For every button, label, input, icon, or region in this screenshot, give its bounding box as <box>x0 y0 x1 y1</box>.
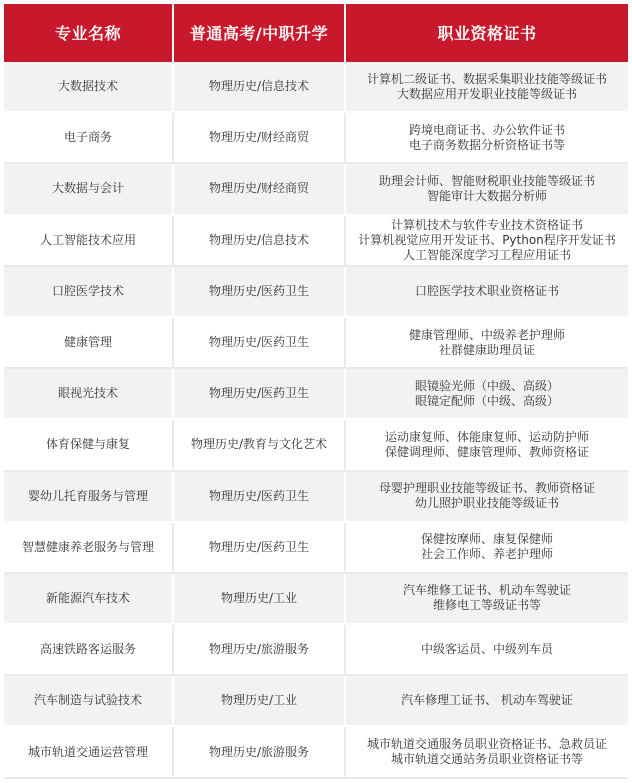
cert-line: 城市轨道交通服务员职业资格证书、急救员证 <box>366 737 607 752</box>
cert-line: 计算机二级证书、数据采集职业技能等级证书 <box>366 71 607 86</box>
table-cell-track: 物理历史/医药卫生 <box>174 267 346 318</box>
header-major: 专业名称 <box>4 4 174 62</box>
cert-line: 维修电工等级证书等 <box>432 598 541 613</box>
cert-line: 保健调理师、健康管理师、教师资格证 <box>384 444 589 459</box>
table-cell-track: 物理历史/工业 <box>174 676 346 727</box>
table-cell-certs <box>346 727 628 778</box>
cert-line: 计算机技术与软件专业技术资格证书 <box>390 217 583 232</box>
table-cell-track: 物理历史/旅游服务 <box>174 727 346 778</box>
table-cell-major: 汽车制造与试验技术 <box>4 676 174 727</box>
table-cell-major: 体育保健与康复 <box>4 420 174 471</box>
cert-line: 汽车修理工证书、 机动车驾驶证 <box>401 693 573 708</box>
cert-line: 中级客运员、中级列车员 <box>420 642 553 657</box>
table-cell-track: 物理历史/旅游服务 <box>174 625 346 676</box>
table-cell-major: 眼视光技术 <box>4 369 174 420</box>
cert-line: 健康管理师、中级养老护理师 <box>408 327 565 342</box>
table-cell-major: 口腔医学技术 <box>4 267 174 318</box>
cert-line: 智能审计大数据分析师 <box>426 188 547 203</box>
table-cell-track: 物理历史/医药卫生 <box>174 369 346 420</box>
table-cell-certs <box>346 523 628 574</box>
table-cell-certs <box>346 113 628 164</box>
table-cell-certs <box>346 369 628 420</box>
cert-line: 运动康复师、体能康复师、运动防护师 <box>384 429 589 444</box>
cert-line: 社群健康助理员证 <box>438 342 535 357</box>
table-cell-certs <box>346 62 628 113</box>
cert-line: 助理会计师、智能财税职业技能等级证书 <box>378 173 595 188</box>
table-cell-track: 物理历史/工业 <box>174 574 346 625</box>
cert-line: 汽车维修工证书、机动车驾驶证 <box>402 583 571 598</box>
cert-line: 跨境电商证书、办公软件证书 <box>408 122 565 137</box>
table-cell-major: 人工智能技术应用 <box>4 216 174 267</box>
cert-line: 保健按摩师、康复保健师 <box>420 532 553 547</box>
cert-line: 城市轨道交通站务员职业资格证书等 <box>390 752 583 767</box>
cert-line: 口腔医学技术职业资格证书 <box>414 283 559 298</box>
table-cell-major: 城市轨道交通运营管理 <box>4 727 174 778</box>
cert-line: 母婴护理职业技能等级证书、教师资格证 <box>378 481 595 496</box>
table-cell-certs <box>346 318 628 369</box>
table-cell-major: 电子商务 <box>4 113 174 164</box>
table-cell-track: 物理历史/信息技术 <box>174 216 346 267</box>
table-cell-major: 高速铁路客运服务 <box>4 625 174 676</box>
cert-line: 眼镜验光师（中级、高级） <box>414 378 559 393</box>
table-cell-major: 新能源汽车技术 <box>4 574 174 625</box>
table-cell-major: 大数据与会计 <box>4 164 174 215</box>
cert-line: 大数据应用开发职业技能等级证书 <box>396 86 577 101</box>
table-cell-major: 婴幼儿托育服务与管理 <box>4 472 174 523</box>
table-cell-certs <box>346 625 628 676</box>
header-track: 普通高考/中职升学 <box>174 4 346 62</box>
table-cell-track: 物理历史/医药卫生 <box>174 318 346 369</box>
cert-line: 人工智能深度学习工程应用证书 <box>402 247 571 262</box>
table-cell-certs <box>346 267 628 318</box>
cert-line: 社会工作师、养老护理师 <box>420 547 553 562</box>
cert-line: 计算机视觉应用开发证书、Python程序开发证书 <box>358 232 616 247</box>
table-cell-major: 大数据技术 <box>4 62 174 113</box>
table-cell-major: 健康管理 <box>4 318 174 369</box>
table-cell-certs <box>346 472 628 523</box>
table-cell-certs <box>346 164 628 215</box>
table-cell-track: 物理历史/财经商贸 <box>174 164 346 215</box>
table-cell-track: 物理历史/教育与文化艺术 <box>174 420 346 471</box>
table-cell-certs <box>346 676 628 727</box>
table-cell-major: 智慧健康养老服务与管理 <box>4 523 174 574</box>
table-cell-track: 物理历史/医药卫生 <box>174 472 346 523</box>
cert-line: 幼儿照护职业技能等级证书 <box>414 496 559 511</box>
table-cell-certs <box>346 216 628 267</box>
header-certs: 职业资格证书 <box>346 4 628 62</box>
table-cell-track: 物理历史/医药卫生 <box>174 523 346 574</box>
cert-line: 眼镜定配师（中级、高级） <box>414 393 559 408</box>
cert-line: 电子商务数据分析资格证书等 <box>408 137 565 152</box>
table-cell-track: 物理历史/财经商贸 <box>174 113 346 164</box>
table-cell-certs <box>346 574 628 625</box>
majors-table <box>4 4 628 779</box>
table-cell-certs <box>346 420 628 471</box>
table-cell-track: 物理历史/信息技术 <box>174 62 346 113</box>
